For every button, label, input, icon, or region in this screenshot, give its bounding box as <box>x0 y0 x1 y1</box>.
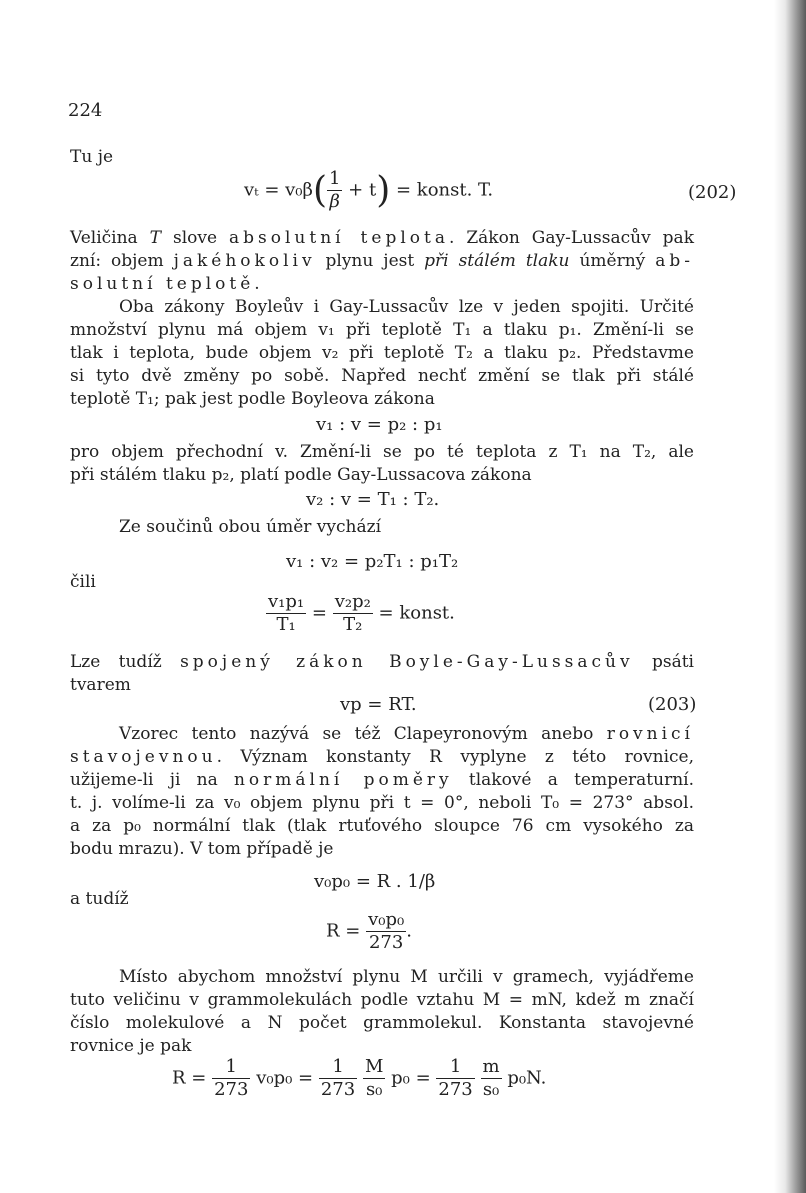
text-line: bodu mrazu). V tom případě je <box>70 839 334 859</box>
fraction-numerator: M <box>364 1056 384 1077</box>
fraction <box>436 1056 474 1101</box>
text-span: užijeme-li ji na <box>70 770 218 790</box>
fraction-numerator: v₂p₂ <box>334 591 371 612</box>
paren-open: ( <box>312 170 327 211</box>
fraction-denominator: 273 <box>366 931 406 954</box>
equation-number: (203) <box>648 694 697 715</box>
text-line: při stálém tlaku p₂, platí podle Gay-Lussacova zákona <box>70 465 532 485</box>
spaced-term: jakéhokoliv <box>173 251 316 271</box>
eq-term: = konst. T. <box>396 179 494 201</box>
fraction <box>363 1056 385 1101</box>
equation-product: v₁ : v₂ = p₂T₁ : p₁T₂ <box>286 551 459 572</box>
text-line: číslo molekulové a N počet grammolekul. Konstanta stavojevné <box>70 1013 694 1033</box>
equation-normal: v₀p₀ = R . 1/β <box>314 871 436 892</box>
equation-final <box>172 1056 546 1101</box>
text-line <box>70 746 694 769</box>
text-span: slove <box>161 228 230 248</box>
text-line: teplotě T₁; pak jest podle Boyleova zákona <box>70 389 435 409</box>
text-span: tlakové a temperaturní. <box>468 770 694 790</box>
text-line <box>70 651 694 674</box>
text-line: čili <box>70 572 96 592</box>
fraction-numerator: m <box>482 1056 500 1077</box>
spaced-term: normální poměry <box>233 770 453 790</box>
text-span: Vzorec tento nazývá se též Clapeyronovým anebo <box>119 724 594 744</box>
fraction-numerator: v₁p₁ <box>268 591 305 612</box>
paren-close: ) <box>376 170 391 211</box>
text-line: a za p₀ normální tlak (tlak rtuťového sloupce 76 cm vysokého za <box>70 816 694 836</box>
text-line <box>70 769 694 792</box>
text-span: úměrný <box>569 251 656 271</box>
fraction <box>333 591 373 636</box>
text-line: pro objem přechodní v. Změní-li se po té teplota z T₁ na T₂, ale <box>70 442 694 462</box>
fraction <box>319 1056 357 1101</box>
italic-term: při stálém tlaku <box>424 251 570 271</box>
fraction-denominator: 273 <box>214 1079 249 1100</box>
text-line <box>119 723 694 746</box>
eq-term: + t <box>348 179 377 201</box>
fraction-numerator: 1 <box>449 1056 462 1077</box>
eq-term: = <box>311 602 327 624</box>
page-number: 224 <box>68 100 103 121</box>
text-line: t. j. volíme-li za v₀ objem plynu při t = 0°, neboli T₀ = 273° absol. <box>70 793 694 813</box>
fraction <box>481 1056 502 1101</box>
fraction-denominator: s₀ <box>481 1078 502 1101</box>
text-line: rovnice je pak <box>70 1036 192 1056</box>
equation-boyle: v₁ : v = p₂ : p₁ <box>316 414 443 435</box>
symbol: T <box>149 228 162 248</box>
eq-term: = konst. <box>378 602 455 624</box>
equation-gay-lussac: v₂ : v = T₁ : T₂. <box>306 489 440 510</box>
text-line: tvarem <box>70 675 131 695</box>
text-line <box>70 227 694 250</box>
fraction-denominator: T₁ <box>266 613 306 636</box>
spaced-term: rovnicí <box>606 724 694 744</box>
text-line: a tudíž <box>70 889 129 909</box>
text-line: Oba zákony Boyleův i Gay-Lussacův lze v jeden spojiti. Určité <box>119 297 694 317</box>
text-line: množství plynu má objem v₁ při teplotě T₁ a tlaku p₁. Změní-li se <box>70 320 694 340</box>
fraction-numerator: 1 <box>332 1056 344 1077</box>
text-line: Tu je <box>70 147 114 167</box>
fraction-numerator: 1 <box>328 168 341 189</box>
eq-term: . <box>406 920 412 942</box>
equation-number: (202) <box>688 182 737 203</box>
fraction <box>366 909 406 954</box>
fraction-numerator: 1 <box>225 1056 237 1077</box>
text-span: Lze tudíž <box>70 652 162 672</box>
text-span: psáti <box>651 652 694 672</box>
text-line: si tyto dvě změny po sobě. Napřed nechť změní se tlak při stálé <box>70 366 694 386</box>
fraction <box>266 591 306 636</box>
fraction-denominator: 273 <box>320 1079 356 1100</box>
equation-202 <box>244 168 493 213</box>
eq-term: vₜ = v₀β <box>244 179 313 201</box>
text-line: tuto veličinu v grammolekulách podle vztahu M = mN, kdež m značí <box>70 990 694 1010</box>
fraction-numerator: v₀p₀ <box>368 909 405 930</box>
spaced-term: stavojevnou <box>70 747 217 767</box>
spaced-term: absolutní teplota <box>229 228 449 248</box>
eq-term: R = <box>326 920 361 942</box>
text-span: . Zákon Gay-Lussacův pak <box>448 228 694 248</box>
fraction-denominator: s₀ <box>363 1078 385 1101</box>
equation-203: vp = RT. <box>340 694 417 715</box>
text-span: Veličina <box>70 228 150 248</box>
text-span: plynu jest <box>315 251 425 271</box>
spaced-term: spojený zákon Boyle-Gay-Lussacův <box>180 652 634 672</box>
equation-ratio <box>266 591 455 636</box>
spaced-term: ab- <box>655 251 695 271</box>
text-line: tlak i teplota, bude objem v₂ při teplotě T₂ a tlaku p₂. Představme <box>70 343 694 363</box>
text-line <box>70 250 694 273</box>
eq-term: R = <box>172 1067 207 1089</box>
eq-term: p₀N. <box>507 1067 547 1089</box>
text-line: Místo abychom množství plynu M určili v gramech, vyjádřeme <box>119 967 694 987</box>
text-line: Ze součinů obou úměr vychází <box>119 517 382 537</box>
eq-term: p₀ = <box>391 1067 431 1089</box>
fraction-denominator: β <box>327 190 342 213</box>
fraction-denominator: T₂ <box>333 613 373 636</box>
equation-R <box>326 909 412 954</box>
text-span: . Význam konstanty R vyplyne z této rovnice, <box>216 747 694 767</box>
fraction <box>212 1056 250 1101</box>
text-line: solutní teplotě. <box>70 274 264 294</box>
fraction <box>327 168 342 213</box>
text-span: zní: objem <box>70 251 174 271</box>
eq-term: v₀p₀ = <box>256 1067 314 1089</box>
fraction-denominator: 273 <box>438 1079 473 1100</box>
